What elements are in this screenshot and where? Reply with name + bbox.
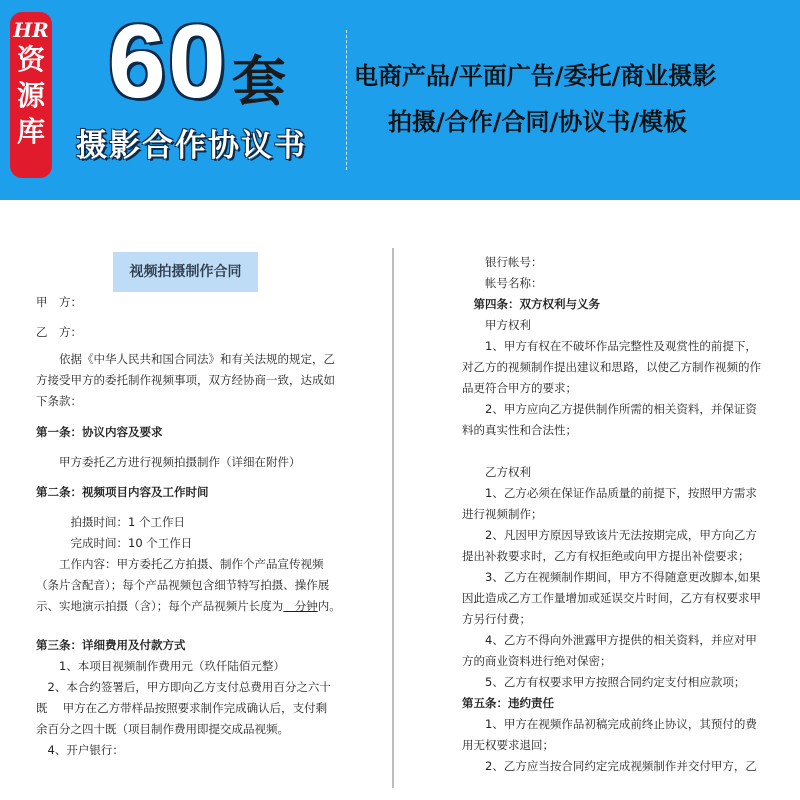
b-right-3c: 方另行付费； — [462, 612, 531, 626]
c-line-1a: 1、甲方在视频作品初稿完成前终止协议，其预付的费 — [462, 717, 757, 731]
shoot-time: 拍摄时间：1 个工作日 — [36, 515, 185, 529]
column-divider — [392, 248, 394, 788]
work-content-1: 工作内容：甲方委托乙方拍摄、制作个产品宣传视频 — [36, 557, 324, 571]
party-a-rights-heading: 甲方权利 — [462, 318, 531, 332]
article-1-body: 甲方委托乙方进行视频拍摄制作（详细在附件） — [36, 455, 301, 469]
article-5-heading: 第五条：违约责任 — [462, 696, 554, 710]
account-name: 帐号名称： — [462, 276, 543, 290]
article-4-heading: 第四条：双方权利与义务 — [462, 297, 600, 311]
logo-char-2: 源 — [16, 79, 45, 112]
duration-blank: 分钟 — [283, 599, 318, 613]
banner-tagline-2: 拍摄/合作/合同/协议书/模板 — [388, 108, 688, 136]
finish-time: 完成时间：10 个工作日 — [36, 536, 193, 550]
count-number: 60 — [108, 4, 228, 120]
a-right-1c: 品更符合甲方的要求； — [462, 381, 577, 395]
document-preview — [0, 200, 800, 800]
banner-tagline-1: 电商产品/平面广告/委托/商业摄影 — [354, 62, 717, 90]
b-right-4b: 方的商业资料进行绝对保密； — [462, 654, 612, 668]
left-column — [36, 248, 376, 761]
c-line-1b: 用无权要求退回； — [462, 738, 554, 752]
c-line-2a: 2、乙方应当按合同约定完成视频制作并交付甲方，乙 — [462, 759, 757, 773]
b-right-4a: 4、乙方不得向外泄露甲方提供的相关资料，并应对甲 — [462, 633, 757, 647]
intro-line-1: 依据《中华人民共和国合同法》和有关法规的规定，乙 — [36, 352, 335, 366]
b-right-2a: 2、凡因甲方原因导致该片无法按期完成，甲方向乙方 — [462, 528, 757, 542]
b-right-2b: 提出补救要求时，乙方有权拒绝或向甲方提出补偿要求； — [462, 549, 750, 563]
right-column — [462, 252, 762, 777]
banner-subtitle: 摄影合作协议书 — [76, 128, 307, 164]
logo-char-3: 库 — [16, 115, 45, 148]
fee-line-2b: 既 甲方在乙方带样品按照要求制作完成确认后，支付剩 — [36, 701, 328, 715]
article-1-heading: 第一条：协议内容及要求 — [36, 425, 163, 439]
document-title: 视频拍摄制作合同 — [113, 252, 258, 292]
work-content-3-pre: 示、实地演示拍摄（含）；每个产品视频片长度为 — [36, 599, 284, 613]
banner-divider — [346, 30, 348, 170]
a-right-2a: 2、甲方应向乙方提供制作所需的相关资料，并保证资 — [462, 402, 757, 416]
logo-char-1: 资 — [16, 43, 45, 76]
work-content-3 — [36, 596, 376, 617]
logo — [10, 12, 52, 178]
fee-line-2c: 余百分之四十既（项目制作费用即提交成品视频。 — [36, 722, 289, 736]
a-right-2b: 料的真实性和合法性； — [462, 423, 577, 437]
banner — [0, 0, 800, 200]
party-b-label: 乙 方： — [36, 325, 82, 339]
count-unit: 套 — [232, 50, 286, 113]
b-right-5: 5、乙方有权要求甲方按照合同约定支付相应款项； — [462, 675, 746, 689]
intro-line-3: 下条款： — [36, 394, 82, 408]
b-right-3b: 因此造成乙方工作量增加或延误交片时间，乙方有权要求甲 — [462, 591, 761, 605]
b-right-1a: 1、乙方必须在保证作品质量的前提下，按照甲方需求 — [462, 486, 757, 500]
b-right-1b: 进行视频制作； — [462, 507, 543, 521]
intro-line-2: 方接受甲方的委托制作视频事项，双方经协商一致，达成如 — [36, 373, 335, 387]
logo-hr-text: HR — [13, 18, 49, 42]
fee-line-2a: 2、本合约签署后，甲方即向乙方支付总费用百分之六十 — [36, 680, 331, 694]
b-right-3a: 3、乙方在视频制作期间，甲方不得随意更改脚本,如果 — [462, 570, 761, 584]
article-2-heading: 第二条：视频项目内容及工作时间 — [36, 485, 209, 499]
party-b-rights-heading: 乙方权利 — [462, 465, 531, 479]
bank-account: 银行帐号： — [462, 255, 543, 269]
fee-line-4: 4、开户银行： — [36, 743, 124, 757]
work-content-2: （条片含配音）；每个产品视频包含细节特写拍摄、操作展 — [36, 578, 330, 592]
party-a-label: 甲 方： — [36, 295, 82, 309]
article-3-heading: 第三条：详细费用及付款方式 — [36, 638, 186, 652]
work-content-3-post: 内。 — [317, 599, 341, 613]
a-right-1a: 1、甲方有权在不破坏作品完整性及观赏性的前提下， — [462, 339, 757, 353]
fee-line-1: 1、本项目视频制作费用元（玖仟陆佰元整） — [36, 659, 285, 673]
a-right-1b: 对乙方的视频制作提出建议和思路，以使乙方制作视频的作 — [462, 360, 761, 374]
